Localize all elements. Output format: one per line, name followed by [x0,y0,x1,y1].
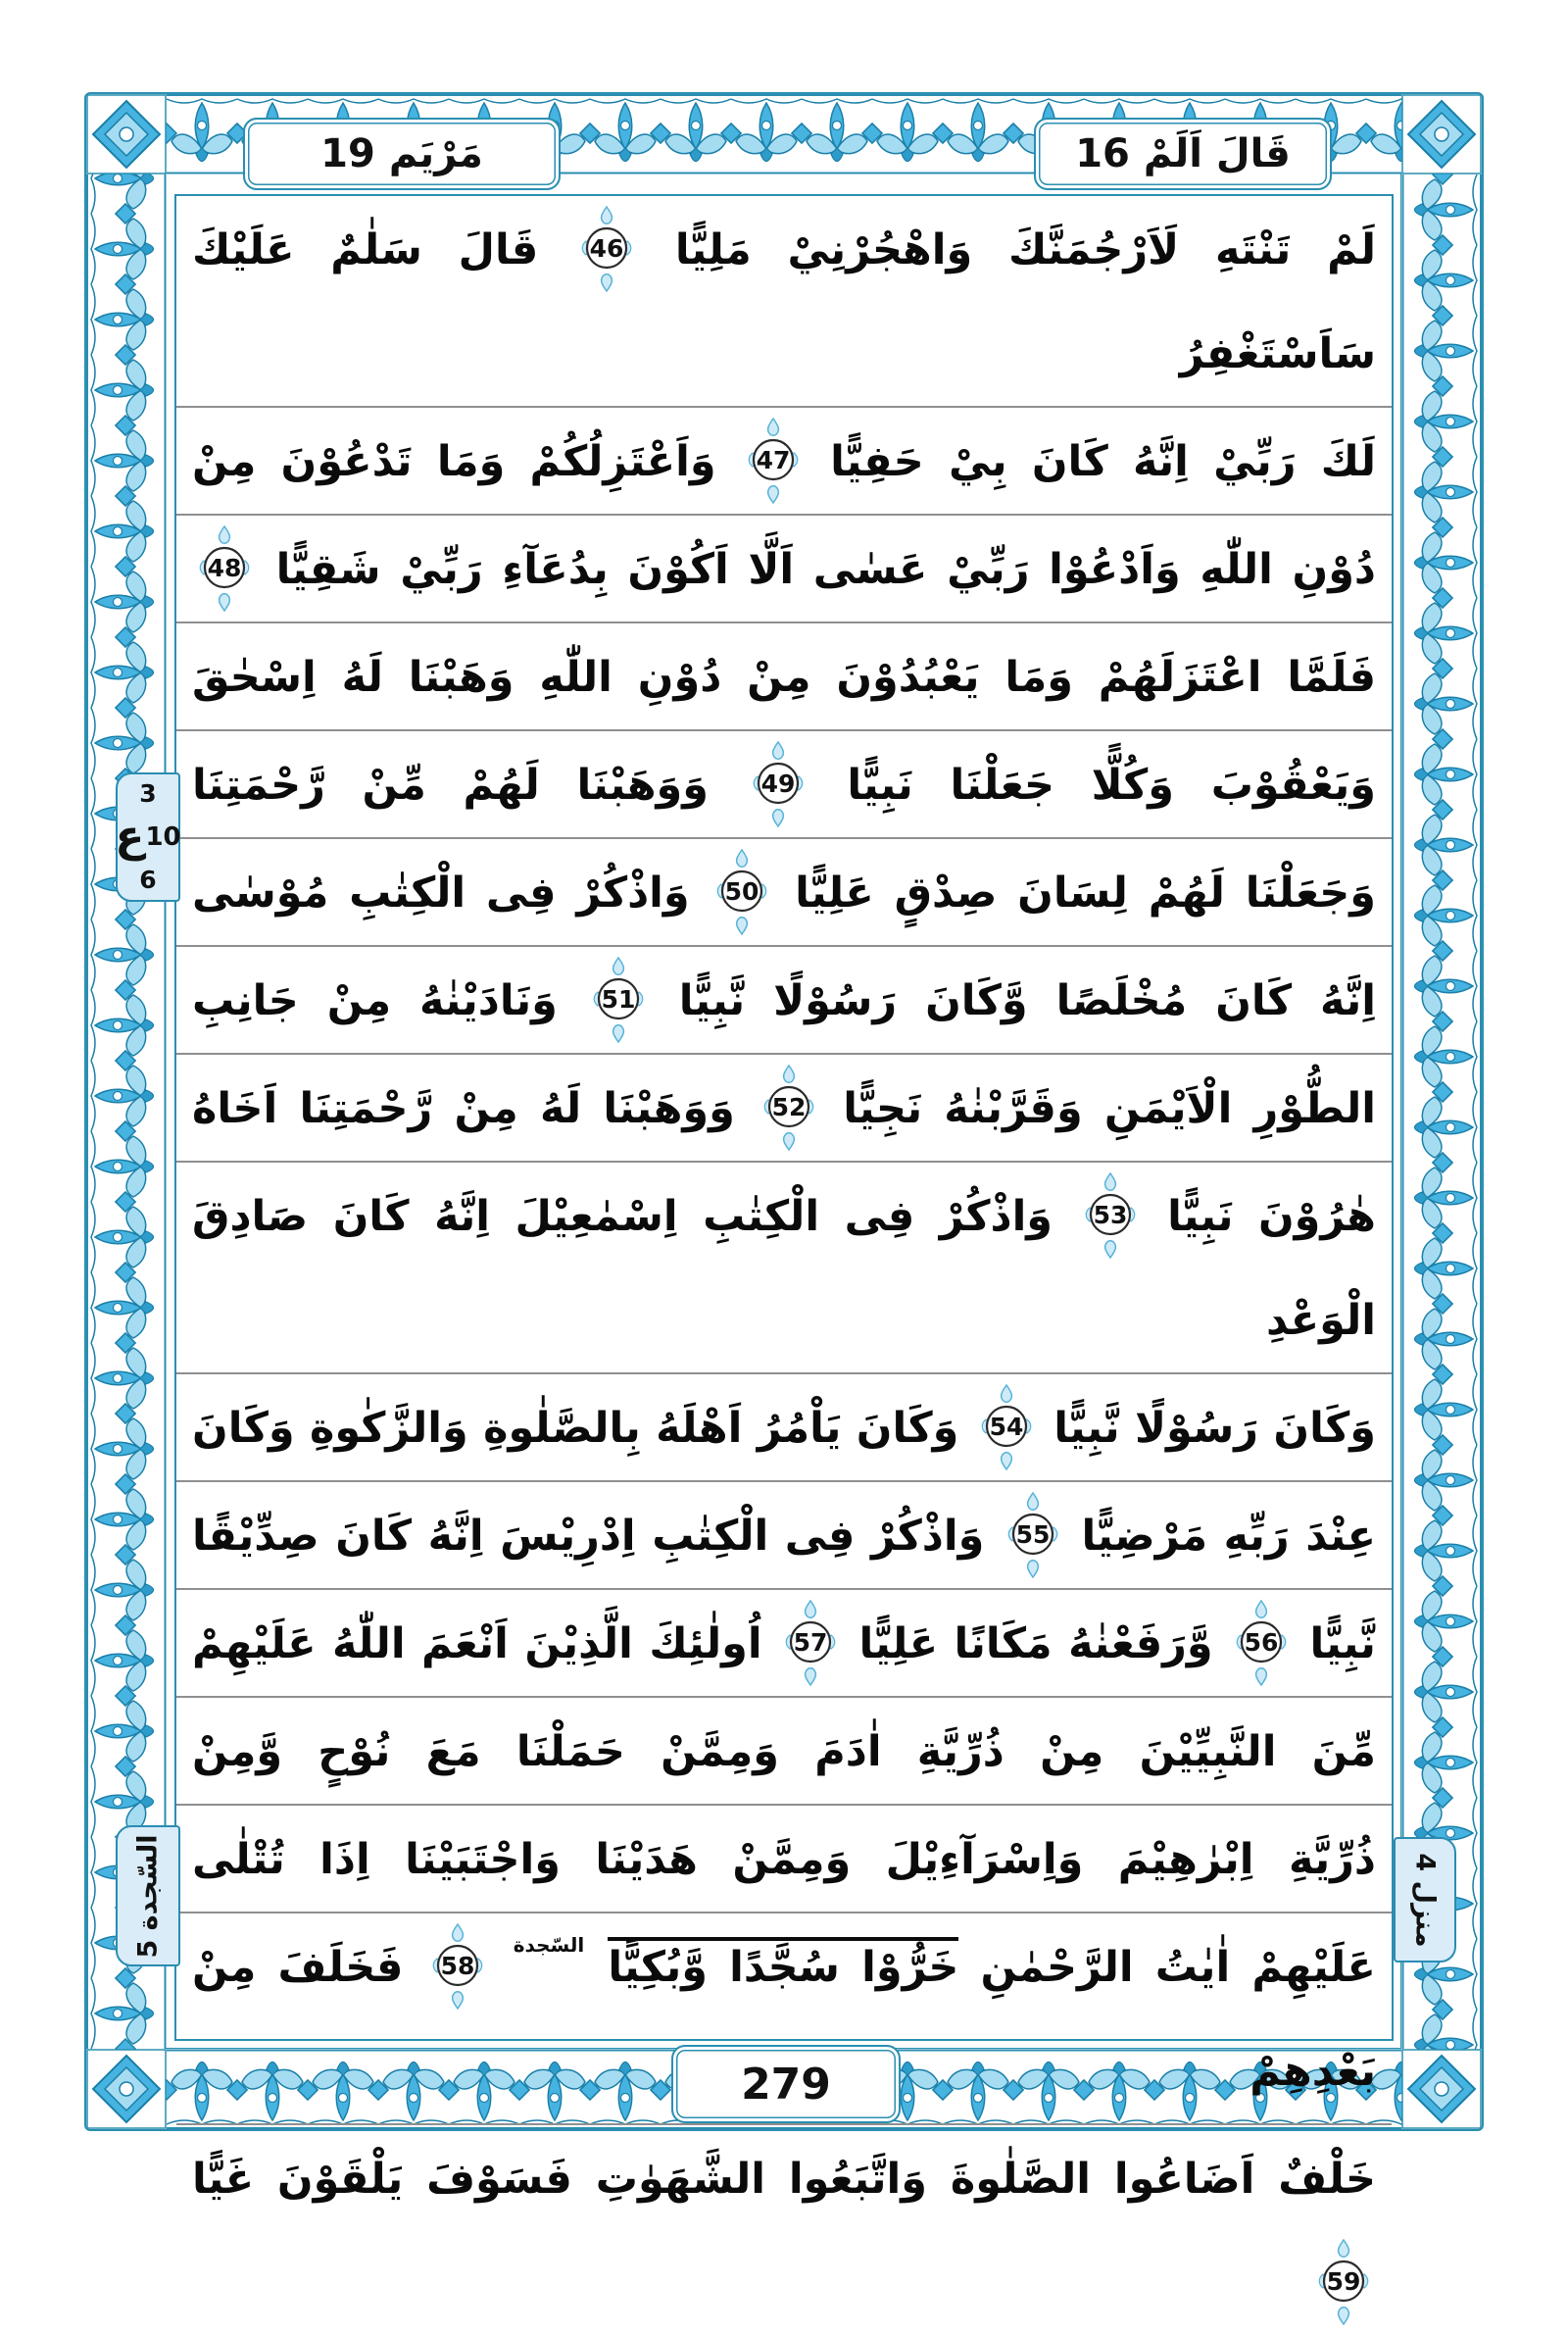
juz-name: قَالَ اَلَمْ [1143,131,1291,176]
ruku-number-top: 3 [139,779,157,809]
svg-text:51: 51 [601,984,636,1014]
ayah-text: وَوَهَبْنَا لَهُ مِنْ رَّحْمَتِنَا اَخَاهُ [192,1084,735,1133]
juz-number: 16 [1075,131,1130,176]
quran-line-6 [176,839,1392,947]
ayah-text: وَجَعَلْنَا لَهُمْ لِسَانَ صِدْقٍ عَلِيًّا [795,869,1376,918]
ayah-text: وَنَادَيْنٰهُ مِنْ جَانِبِ [192,976,558,1025]
manzil-margin-label: منزل 4 [1409,1852,1441,1948]
quran-line-8 [176,1055,1392,1163]
ayah-text: قَالَ سَلٰمٌ عَلَيْكَ سَاَسْتَغْفِرُ [192,225,1376,378]
ruku-number-bottom: 6 [139,865,157,894]
svg-text:54: 54 [989,1412,1024,1441]
ayah-text: اِنَّهُ كَانَ مُخْلَصًا وَّكَانَ رَسُوْلًا نَّبِيًّا [678,976,1376,1025]
ayah-text: مِّنَ النَّبِيِّيْنَ مِنْ ذُرِّيَّةِ اٰدَمَ وَمِمَّنْ حَمَلْنَا مَعَ نُوْحٍ وَّمِنْ [192,1727,1376,1776]
ayah-marker-53 [1083,1172,1138,1259]
sajdah-overlined-text: خَرُّوْا سُجَّدًا وَّبُكِيًّا [608,1937,958,1992]
ayah-text: وَكَانَ رَسُوْلًا نَّبِيًّا [1054,1404,1376,1453]
quran-line-11 [176,1482,1392,1590]
ayah-marker-50 [714,849,769,935]
quran-line-10 [176,1374,1392,1482]
border-ornament-left [86,174,167,2049]
ruku-marker [116,772,180,902]
quran-line-7 [176,947,1392,1055]
quran-line-16 [176,2125,1392,2335]
ayah-marker-57 [783,1600,838,1686]
ayah-marker-48 [197,525,252,612]
ayah-text: وَاذْكُرْ فِى الْكِتٰبِ اِدْرِيْسَ اِنَّهُ كَانَ صِدِّيْقًا [192,1512,985,1561]
border-corner-top-left [86,94,167,174]
sajdah-inline-label: السّجدة [513,1933,585,1957]
quran-line-3 [176,516,1392,623]
surah-number: 19 [320,131,375,176]
ayah-text: وَكَانَ يَاْمُرُ اَهْلَهُ بِالصَّلٰوةِ وَالزَّكٰوةِ وَكَانَ [192,1404,959,1453]
border-corner-top-right [1401,94,1482,174]
ayah-marker-54 [979,1384,1034,1470]
svg-text:48: 48 [207,553,242,582]
ayah-text: لَمْ تَنْتَهِ لَاَرْجُمَنَّكَ وَاهْجُرْنِيْ مَلِيًّا [674,225,1376,274]
ayah-marker-47 [746,418,801,504]
svg-text:46: 46 [589,233,624,263]
ayah-marker-46 [579,206,634,292]
surah-name: مَرْيَم [388,131,483,176]
svg-text:53: 53 [1093,1200,1127,1229]
ruku-ain-group [115,811,181,862]
quran-line-5 [176,731,1392,839]
svg-text:58: 58 [440,1951,474,1980]
ayah-marker-51 [591,957,646,1043]
ayah-text: خَلْفٌ اَضَاعُوا الصَّلٰوةَ وَاتَّبَعُوا الشَّهَوٰتِ فَسَوْفَ يَلْقَوْنَ غَيًّا [192,2155,1376,2204]
ruku-ain-letter: ع [115,811,145,862]
svg-text:56: 56 [1244,1627,1279,1657]
ayah-text: فَلَمَّا اعْتَزَلَهُمْ وَمَا يَعْبُدُوْنَ مِنْ دُوْنِ اللّٰهِ وَهَبْنَا لَهُ اِسْحٰقَ [192,653,1376,702]
page-number: 279 [741,2059,831,2110]
border-corner-bottom-right [1401,2049,1482,2129]
ayah-text: ذُرِّيَّةِ اِبْرٰهِيْمَ وَاِسْرَآءِيْلَ وَمِمَّنْ هَدَيْنَا وَاجْتَبَيْنَا اِذَا تُتْلٰى [192,1835,1376,1884]
svg-text:50: 50 [724,876,760,906]
quran-line-14 [176,1806,1392,1913]
svg-text:52: 52 [771,1092,807,1121]
ayah-text: نَّبِيًّا [1309,1619,1376,1668]
sajdah-margin-label: السّجدة 5 [132,1833,164,1959]
ayah-marker-58 [430,1923,485,2010]
quran-line-4 [176,623,1392,731]
ayah-marker-55 [1005,1492,1060,1578]
svg-text:57: 57 [793,1627,828,1657]
ayah-text: عَلَيْهِمْ اٰيٰتُ الرَّحْمٰنِ [980,1943,1376,1992]
manzil-margin-marker [1394,1837,1456,1962]
quran-line-2 [176,408,1392,516]
ayah-text: وَاذْكُرْ فِى الْكِتٰبِ اِسْمٰعِيْلَ اِنَّهُ كَانَ صَادِقَ الْوَعْدِ [192,1192,1376,1345]
ayah-text: هٰرُوْنَ نَبِيًّا [1167,1192,1376,1241]
sajdah-margin-marker [116,1825,180,1966]
quran-line-1 [176,196,1392,408]
border-corner-bottom-left [86,2049,167,2129]
ayah-text: لَكَ رَبِّيْ اِنَّهُ كَانَ بِيْ حَفِيًّا [830,437,1376,486]
juz-title-cartouche [1034,118,1332,190]
ayah-marker-56 [1234,1600,1289,1686]
svg-text:49: 49 [760,769,796,798]
ayah-text: وَاذْكُرْ فِى الْكِتٰبِ مُوْسٰى [192,869,690,918]
ayah-text: الطُّوْرِ الْاَيْمَنِ وَقَرَّبْنٰهُ نَجِيًّا [843,1084,1376,1133]
border-ornament-right [1401,174,1482,2049]
ayah-text: وَوَهَبْنَا لَهُمْ مِّنْ رَّحْمَتِنَا [192,761,709,810]
ayah-text: وَاَعْتَزِلُكُمْ وَمَا تَدْعُوْنَ مِنْ [192,437,716,486]
ruku-count: 10 [145,821,181,852]
svg-text:47: 47 [756,445,791,474]
svg-text:59: 59 [1326,2266,1361,2296]
quran-line-9 [176,1163,1392,1374]
ayah-text: وَّرَفَعْنٰهُ مَكَانًا عَلِيًّا [858,1619,1213,1668]
ayah-text: اُولٰئِكَ الَّذِيْنَ اَنْعَمَ اللّٰهُ عَلَيْهِمْ [192,1619,762,1668]
ayah-text: فَخَلَفَ مِنْ بَعْدِهِمْ [192,1943,1376,2096]
ayah-marker-52 [761,1065,816,1151]
ayah-text: دُوْنِ اللّٰهِ وَاَدْعُوْا رَبِّيْ عَسٰى اَلَّا اَكُوْنَ بِدُعَآءِ رَبِّيْ شَقِيًّا [275,545,1376,594]
ayah-text: عِنْدَ رَبِّهِ مَرْضِيًّا [1081,1512,1376,1561]
quran-line-12 [176,1590,1392,1698]
ayah-marker-49 [751,741,806,827]
svg-text:55: 55 [1015,1519,1051,1549]
surah-title-cartouche [243,118,561,190]
ayah-marker-59 [1316,2239,1371,2325]
page-number-cartouche [671,2045,901,2123]
quran-line-13 [176,1698,1392,1806]
ayah-text: وَيَعْقُوْبَ وَكُلًّا جَعَلْنَا نَبِيًّا [847,761,1376,810]
